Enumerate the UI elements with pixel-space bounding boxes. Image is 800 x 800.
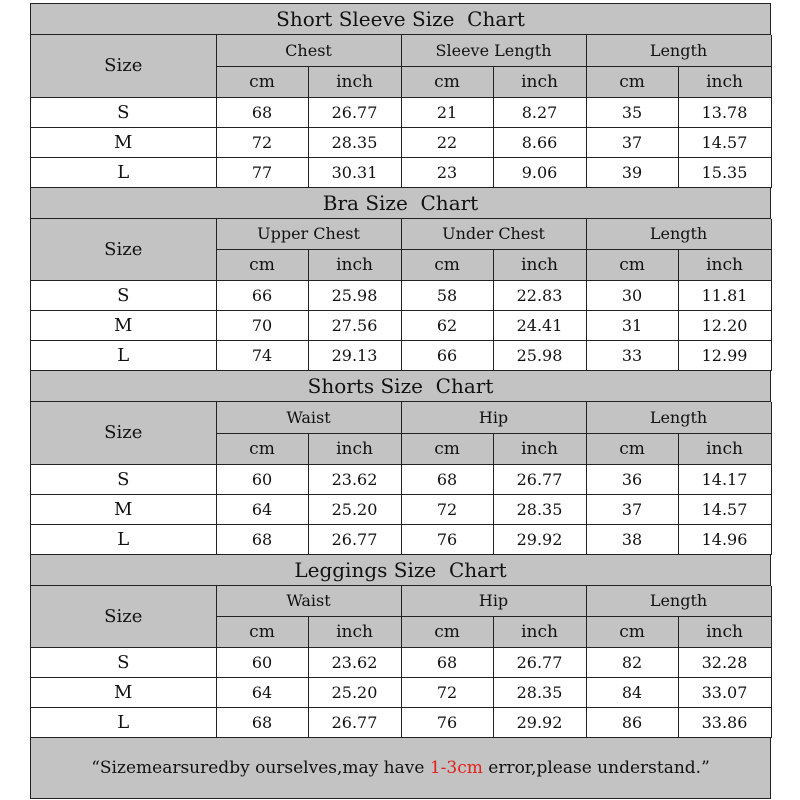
table-row [31, 494, 771, 524]
size-chart-sheet [30, 3, 771, 799]
group-header: Length [586, 402, 771, 433]
group-header: Chest [216, 35, 401, 66]
table-cell: 72 [216, 127, 308, 157]
table-cell: 26.77 [493, 464, 586, 494]
unit-header: inch [308, 433, 401, 464]
unit-header: cm [216, 250, 308, 281]
table-cell: 66 [401, 341, 493, 371]
size-label: S [31, 648, 216, 678]
table-row [31, 648, 771, 678]
size-label: S [31, 464, 216, 494]
size-label: M [31, 678, 216, 708]
unit-header: cm [216, 433, 308, 464]
table-row [31, 708, 771, 738]
table-cell: 29.92 [493, 708, 586, 738]
size-column-header: Size [31, 586, 216, 648]
unit-header: inch [308, 66, 401, 97]
group-header: Sleeve Length [401, 35, 586, 66]
table-row [31, 464, 771, 494]
chart-title: Shorts Size Chart [31, 371, 771, 402]
unit-header: inch [308, 250, 401, 281]
size-label: L [31, 157, 216, 187]
size-label: L [31, 341, 216, 371]
table-cell: 24.41 [493, 311, 586, 341]
table-cell: 38 [586, 524, 678, 554]
unit-header: cm [586, 433, 678, 464]
size-label: L [31, 524, 216, 554]
table-cell: 76 [401, 524, 493, 554]
leggings-size-chart [31, 555, 771, 739]
chart-title: Short Sleeve Size Chart [31, 4, 771, 35]
group-header: Waist [216, 402, 401, 433]
unit-header: cm [586, 617, 678, 648]
size-label: S [31, 97, 216, 127]
note-text-end: error,please understand.” [482, 758, 710, 778]
unit-header: inch [493, 66, 586, 97]
table-cell: 29.13 [308, 341, 401, 371]
group-header-row [31, 402, 771, 433]
measurement-note [31, 738, 771, 799]
group-header: Length [586, 219, 771, 250]
table-cell: 72 [401, 678, 493, 708]
unit-header: cm [216, 617, 308, 648]
size-label: M [31, 127, 216, 157]
unit-header: cm [401, 433, 493, 464]
chart-title: Bra Size Chart [31, 188, 771, 219]
table-cell: 22 [401, 127, 493, 157]
table-cell: 62 [401, 311, 493, 341]
size-table [31, 402, 772, 555]
size-table [31, 586, 772, 739]
table-cell: 11.81 [678, 281, 771, 311]
table-cell: 23 [401, 157, 493, 187]
table-cell: 8.66 [493, 127, 586, 157]
table-cell: 33 [586, 341, 678, 371]
table-cell: 28.35 [493, 494, 586, 524]
note-error-range: 1-3cm [429, 758, 483, 778]
size-label: S [31, 281, 216, 311]
table-cell: 37 [586, 127, 678, 157]
table-cell: 26.77 [308, 524, 401, 554]
unit-header: cm [216, 66, 308, 97]
group-header: Hip [401, 586, 586, 617]
size-column-header: Size [31, 219, 216, 281]
note-text: “Sizemearsuredby ourselves,may have [91, 758, 430, 778]
table-cell: 29.92 [493, 524, 586, 554]
table-cell: 86 [586, 708, 678, 738]
table-cell: 13.78 [678, 97, 771, 127]
table-cell: 30.31 [308, 157, 401, 187]
table-row [31, 157, 771, 187]
table-cell: 15.35 [678, 157, 771, 187]
table-cell: 26.77 [493, 648, 586, 678]
group-header: Length [586, 586, 771, 617]
group-header: Waist [216, 586, 401, 617]
group-header: Under Chest [401, 219, 586, 250]
unit-header: cm [401, 250, 493, 281]
table-cell: 12.99 [678, 341, 771, 371]
table-cell: 14.96 [678, 524, 771, 554]
table-cell: 14.57 [678, 494, 771, 524]
unit-header: inch [678, 66, 771, 97]
table-row [31, 678, 771, 708]
size-label: M [31, 311, 216, 341]
table-cell: 22.83 [493, 281, 586, 311]
table-cell: 84 [586, 678, 678, 708]
table-cell: 68 [216, 97, 308, 127]
table-cell: 33.07 [678, 678, 771, 708]
table-row [31, 341, 771, 371]
table-row [31, 97, 771, 127]
table-cell: 33.86 [678, 708, 771, 738]
table-row [31, 524, 771, 554]
table-cell: 27.56 [308, 311, 401, 341]
group-header-row [31, 35, 771, 66]
table-cell: 25.98 [493, 341, 586, 371]
table-cell: 12.20 [678, 311, 771, 341]
table-cell: 31 [586, 311, 678, 341]
table-cell: 14.17 [678, 464, 771, 494]
short-sleeve-size-chart [31, 4, 771, 188]
size-label: M [31, 494, 216, 524]
size-table [31, 219, 772, 372]
chart-title: Leggings Size Chart [31, 555, 771, 586]
table-cell: 25.98 [308, 281, 401, 311]
unit-header: inch [678, 617, 771, 648]
group-header: Length [586, 35, 771, 66]
group-header-row [31, 219, 771, 250]
table-cell: 74 [216, 341, 308, 371]
unit-header: inch [493, 433, 586, 464]
group-header: Upper Chest [216, 219, 401, 250]
table-cell: 28.35 [493, 678, 586, 708]
unit-header: inch [678, 433, 771, 464]
size-column-header: Size [31, 35, 216, 97]
table-cell: 72 [401, 494, 493, 524]
group-header-row [31, 586, 771, 617]
table-cell: 76 [401, 708, 493, 738]
table-cell: 37 [586, 494, 678, 524]
table-cell: 70 [216, 311, 308, 341]
table-cell: 23.62 [308, 648, 401, 678]
table-row [31, 311, 771, 341]
table-row [31, 127, 771, 157]
table-cell: 68 [216, 524, 308, 554]
table-row [31, 281, 771, 311]
unit-header: cm [401, 617, 493, 648]
size-column-header: Size [31, 402, 216, 464]
table-cell: 68 [216, 708, 308, 738]
table-cell: 26.77 [308, 708, 401, 738]
table-cell: 36 [586, 464, 678, 494]
table-cell: 28.35 [308, 127, 401, 157]
table-cell: 14.57 [678, 127, 771, 157]
table-cell: 23.62 [308, 464, 401, 494]
table-cell: 30 [586, 281, 678, 311]
bra-size-chart [31, 188, 771, 372]
unit-header: inch [678, 250, 771, 281]
unit-header: inch [493, 617, 586, 648]
table-cell: 60 [216, 464, 308, 494]
table-cell: 8.27 [493, 97, 586, 127]
unit-header: cm [586, 250, 678, 281]
table-cell: 25.20 [308, 678, 401, 708]
table-cell: 68 [401, 464, 493, 494]
group-header: Hip [401, 402, 586, 433]
table-cell: 9.06 [493, 157, 586, 187]
table-cell: 68 [401, 648, 493, 678]
unit-header: inch [493, 250, 586, 281]
table-cell: 35 [586, 97, 678, 127]
table-cell: 64 [216, 678, 308, 708]
table-cell: 77 [216, 157, 308, 187]
table-cell: 64 [216, 494, 308, 524]
size-table [31, 35, 772, 188]
table-cell: 58 [401, 281, 493, 311]
table-cell: 26.77 [308, 97, 401, 127]
table-cell: 82 [586, 648, 678, 678]
table-cell: 25.20 [308, 494, 401, 524]
table-cell: 60 [216, 648, 308, 678]
table-cell: 39 [586, 157, 678, 187]
size-label: L [31, 708, 216, 738]
table-cell: 21 [401, 97, 493, 127]
unit-header: inch [308, 617, 401, 648]
shorts-size-chart [31, 371, 771, 555]
table-cell: 32.28 [678, 648, 771, 678]
unit-header: cm [401, 66, 493, 97]
unit-header: cm [586, 66, 678, 97]
table-cell: 66 [216, 281, 308, 311]
